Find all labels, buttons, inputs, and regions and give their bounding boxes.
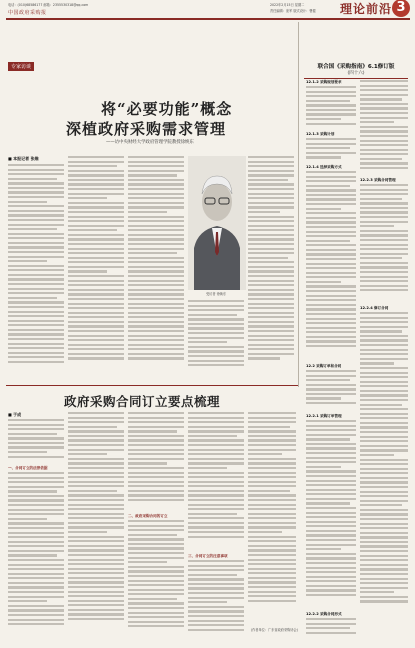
column-divider — [298, 22, 299, 387]
sidebar-section-3: 12.1.4 选择采购方式 — [306, 165, 342, 169]
article2-author-note: (作者单位：广东省政府采购协会) — [250, 628, 298, 632]
interviewee-photo — [188, 156, 246, 290]
feature-byline: ■ 本报记者 张维 — [8, 156, 39, 161]
sidebar-text-6 — [306, 618, 356, 640]
sidebar-text-3 — [306, 171, 356, 361]
sidebar-section-2: 12.1.3 采购计划 — [306, 132, 335, 136]
article2-section-2: 二、政府采购合同的订立 — [128, 514, 168, 518]
feature-col-5 — [248, 156, 294, 374]
sidebar-section-7: 12.2.3 采购合同管理 — [360, 178, 396, 182]
photo-caption: 受访者 徐焕东 — [206, 292, 227, 296]
article2-col-3 — [128, 412, 184, 512]
date-line: 2022年2月15日 星期二 — [270, 3, 305, 7]
sidebar-text-2 — [306, 138, 356, 162]
feature-tag: 专家访谈 — [8, 62, 34, 71]
article2-byline: ■ 于成 — [8, 412, 22, 417]
sidebar-section-8: 12.2.4 修订合同 — [360, 306, 389, 310]
sidebar-section-1: 12.1.2 采购规划要求 — [306, 80, 342, 84]
feature-headline-2: 深植政府采购需求管理 — [66, 120, 227, 138]
sidebar-section-5: 12.2.1 采购订单管理 — [306, 414, 342, 418]
sidebar-text-1 — [306, 86, 356, 130]
feature-col-1 — [8, 164, 64, 374]
article2-col-3b — [128, 520, 184, 640]
article2-col-5 — [248, 412, 296, 624]
paper-name: 中国政府采购报 — [8, 10, 47, 16]
sidebar-subtitle: (四十六) — [347, 71, 365, 76]
sidebar-box — [302, 22, 410, 642]
feature-subtitle: ——访中央财经大学政府管理学院教授徐焕东 — [106, 140, 194, 145]
editor-line: 责任编辑：庞军 版式设计：曹健 — [270, 9, 316, 13]
sidebar-text-9 — [360, 312, 408, 637]
page-number-badge: 3 — [392, 0, 410, 17]
feature-article — [6, 22, 296, 377]
sidebar-text-4 — [306, 370, 356, 410]
sidebar-section-6: 12.2.2 采购合同形式 — [306, 612, 342, 616]
sidebar-rule — [304, 78, 408, 79]
feature-col-3 — [128, 156, 184, 374]
article2-col-4 — [188, 412, 244, 552]
article2-col-1b — [8, 472, 64, 640]
sidebar-title: 联合国《采购指南》6.1修订版 — [317, 64, 395, 70]
section-title: 理论前沿 — [340, 2, 393, 16]
feature-headline-1: 将“必要功能”概念 — [101, 100, 233, 118]
article-divider — [6, 385, 298, 386]
feature-col-2 — [68, 156, 124, 374]
feature-col-4 — [188, 300, 244, 374]
article2-col-2 — [68, 412, 124, 640]
article2-section-3: 三、合同订立的注意事项 — [188, 554, 228, 558]
article2 — [6, 388, 298, 644]
sidebar-text-5 — [306, 420, 356, 610]
sidebar-text-8 — [360, 184, 408, 302]
sidebar-section-4: 12.2 采购订单和合同 — [306, 364, 342, 368]
header-meta: 电话：(010)68586177 邮箱：2355530318@qq.com — [8, 3, 89, 7]
article2-section-1: 一、合同订立的法律依据 — [8, 466, 48, 470]
article2-headline: 政府采购合同订立要点梳理 — [64, 394, 221, 409]
article2-col-1 — [8, 419, 64, 463]
header-rule — [6, 18, 410, 20]
sidebar-text-7 — [360, 80, 408, 176]
